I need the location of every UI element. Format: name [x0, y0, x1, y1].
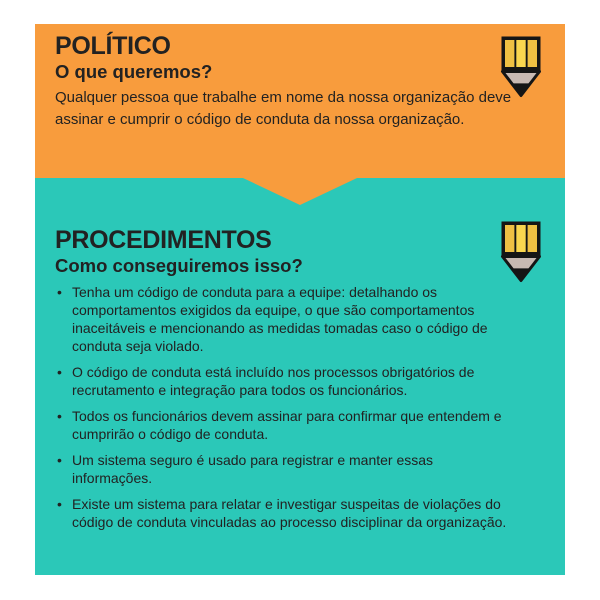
policy-title: POLÍTICO [55, 32, 171, 60]
list-item: • Existe um sistema para relatar e investigar suspeitas de violações do código de conduta vinculadas ao processo disciplinar da organização. [55, 495, 507, 531]
procedures-subtitle: Como conseguiremos isso? [55, 255, 303, 276]
policy-body: Qualquer pessoa que trabalhe em nome da nossa organização deve assinar e cumprir o código de conduta da nossa organização. [55, 89, 512, 128]
procedures-section [35, 178, 565, 575]
list-item: • Tenha um código de conduta para a equipe: detalhando os comportamentos exigidos da equipe, o que são comportamentos inaceitáveis e mencionando as medidas tomadas caso o código de conduta seja violado. [55, 283, 507, 355]
pencil-icon [500, 35, 542, 98]
list-item: • O código de conduta está incluído nos processos obrigatórios de recrutamento e integração para todos os funcionários. [55, 363, 507, 399]
list-item: • Um sistema seguro é usado para registrar e manter essas informações. [55, 451, 507, 487]
pencil-icon [500, 220, 542, 283]
procedures-list [55, 283, 507, 531]
procedures-title: PROCEDIMENTOS [55, 226, 272, 254]
policy-section [35, 24, 565, 178]
list-item: • Todos os funcionários devem assinar para confirmar que entendem e cumprirão o código de conduta. [55, 407, 507, 443]
policy-subtitle: O que queremos? [55, 61, 213, 82]
